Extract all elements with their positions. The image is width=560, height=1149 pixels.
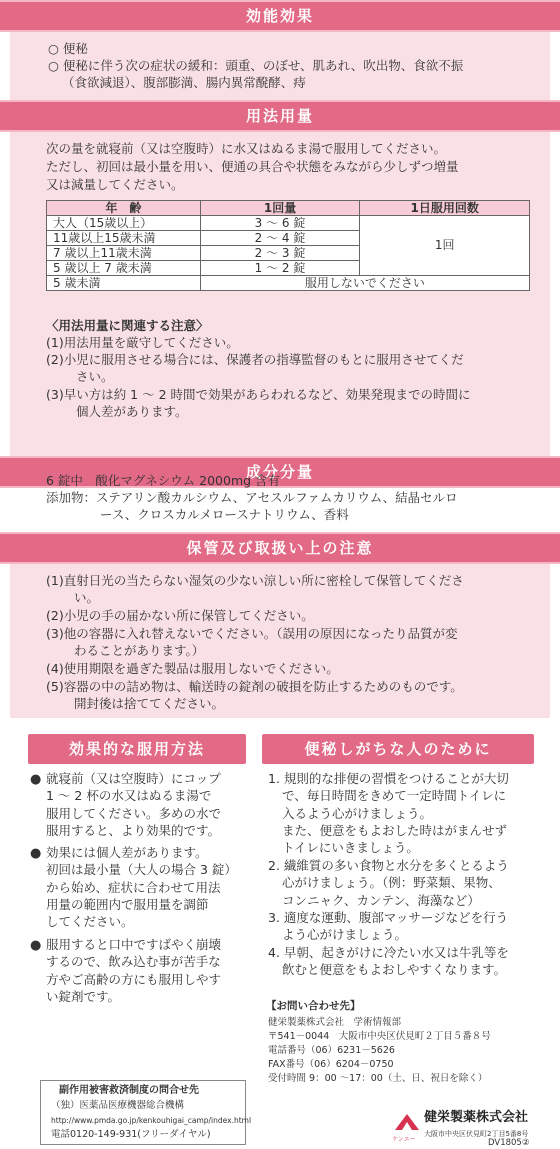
section-header-dosage: 用法用量 xyxy=(0,100,560,132)
effective-use-line: 就寝前（又は空腹時）にコップ xyxy=(46,771,221,786)
tips-line: 心がけましょう。（例：野菜類、果物、 xyxy=(282,875,501,890)
dosage-note: (2)小児に服用させる場合には、保護者の指導監督のもとに服用させてくだ xyxy=(46,352,464,367)
relief-phone: 電話0120-149-931(フリーダイヤル) xyxy=(51,1129,211,1140)
cell-age: 大人（15歳以上） xyxy=(47,216,201,231)
dosage-intro-line: ただし、初回は最小量を用い、便通の具合や状態をみながら少しずつ増量 xyxy=(46,159,459,174)
cell-age: 11歳以上15歳未満 xyxy=(47,231,201,246)
contact-title: 【お問い合わせ先】 xyxy=(266,1000,361,1012)
effective-use-line: するので、飲み込む事が苦手な xyxy=(46,954,221,969)
dosage-panel xyxy=(10,132,550,457)
cell-age: 5 歳未満 xyxy=(47,276,201,291)
efficacy-line: ○ 便秘に伴う次の症状の緩和：頭重、のぼせ、肌あれ、吹出物、食欲不振 xyxy=(48,58,464,73)
tips-line: よう心がけましょう。 xyxy=(282,927,408,942)
cell-times: 1回 xyxy=(360,216,530,276)
section-header-ingredients: 成分分量 xyxy=(0,456,560,488)
bullet-icon: ● xyxy=(30,846,42,861)
efficacy-panel xyxy=(10,32,550,100)
dosage-note: (3)早い方は約 1 ～ 2 時間で効果があらわれるなど、効果発現までの時間に xyxy=(46,387,471,402)
effective-use-header: 効果的な服用方法 xyxy=(28,734,246,764)
storage-panel xyxy=(10,564,550,718)
effective-use-line: 服用すると口中ですばやく崩壊 xyxy=(46,937,222,952)
effective-use-line: 服用してください。多めの水で xyxy=(46,806,222,821)
storage-line: (1)直射日光の当たらない湿気の少ない涼しい所に密栓して保管してくださ xyxy=(46,573,464,588)
tips-line: 4. 早朝、起きがけに冷たい水又は牛乳等を xyxy=(268,945,509,960)
table-row xyxy=(47,216,530,231)
effective-use-line: 用量の範囲内で服用量を調節 xyxy=(46,897,209,912)
section-header-efficacy: 効能効果 xyxy=(0,0,560,32)
contact-line: 健栄製薬株式会社 学術情報部 xyxy=(268,1017,402,1028)
dosage-intro-line: 次の量を就寝前（又は空腹時）に水又はぬるま湯で服用してください。 xyxy=(46,141,447,156)
storage-line: 開封後は捨ててください。 xyxy=(74,696,225,711)
cell-dose: 2 ～ 3 錠 xyxy=(200,246,360,261)
ingredient-line: ース、クロスカルメロースナトリウム、香料 xyxy=(100,507,349,522)
table-row xyxy=(47,276,530,291)
bullet-icon: ● xyxy=(30,938,42,953)
relief-box xyxy=(40,1080,252,1145)
tips-line: で、毎日時間をきめて一定時間トイレに xyxy=(282,788,507,803)
effective-use-line: から始め、症状に合わせて用法 xyxy=(46,880,221,895)
cell-age: 7 歳以上11歳未満 xyxy=(47,246,201,261)
section-header-storage: 保管及び取扱い上の注意 xyxy=(0,532,560,564)
contact-line: 〒541－0044 大阪市中央区伏見町２丁目５番８号 xyxy=(268,1031,491,1042)
storage-line: (2)小児の手の届かない所に保管してください。 xyxy=(46,608,314,623)
header-age: 年 齢 xyxy=(47,201,201,216)
dosage-note: さい。 xyxy=(76,369,114,384)
tips-line: コンニャク、カンテン、海藻など） xyxy=(282,893,480,908)
storage-line: わることがあります。） xyxy=(74,643,205,658)
storage-line: (5)容器の中の詰め物は、輸送時の錠剤の破損を防止するためのものです。 xyxy=(46,679,463,694)
cell-dose: 1 ～ 2 錠 xyxy=(200,261,360,276)
tips-line: トイレにいきましょう。 xyxy=(282,840,419,855)
dosage-intro-line: 又は減量してください。 xyxy=(46,177,184,192)
header-dose: 1回量 xyxy=(200,201,360,216)
tips-line: 2. 繊維質の多い食物と水分を多くとるよう xyxy=(268,858,509,873)
company-logo-icon xyxy=(393,1110,421,1132)
tips-line: 3. 適度な運動、腹部マッサージなどを行う xyxy=(268,910,509,925)
company-name: 健栄製薬株式会社 xyxy=(424,1110,529,1125)
storage-line: (4)使用期限を過ぎた製品は服用しないでください。 xyxy=(46,661,339,676)
cell-dose: 2 ～ 4 錠 xyxy=(200,231,360,246)
tips-line: また、便意をもよおした時はがまんせず xyxy=(282,823,508,838)
storage-line: い。 xyxy=(74,590,100,605)
contact-line: 受付時間 9：00 ～17：00（土、日、祝日を除く） xyxy=(268,1073,488,1084)
dosage-note: 個人差があります。 xyxy=(76,404,188,419)
header-times: 1日服用回数 xyxy=(360,201,530,216)
company-address: 大阪市中央区伏見町2丁目5番8号 xyxy=(424,1130,529,1138)
constipation-tips-header: 便秘しがちな人のために xyxy=(262,734,534,764)
effective-use-line: してください。 xyxy=(46,914,134,929)
dosage-notes-title: 〈用法用量に関連する注意〉 xyxy=(46,318,209,333)
effective-use-line: 服用すると、より効果的です。 xyxy=(46,823,221,838)
contact-line: FAX番号（06）6204－0750 xyxy=(268,1059,394,1070)
ingredient-line: 添加物：ステアリン酸カルシウム、アセスルファムカリウム、結晶セルロ xyxy=(46,490,458,505)
dosage-note: (1)用法用量を厳守してください。 xyxy=(46,335,239,350)
tips-line: 1. 規則的な排便の習慣をつけることが大切 xyxy=(268,771,509,786)
relief-url[interactable]: http://www.pmda.go.jp/kenkouhigai_camp/index.html xyxy=(51,1116,252,1125)
effective-use-line: 方やご高齢の方にも服用しやす xyxy=(46,972,222,987)
company-logo-text: ケンエー xyxy=(392,1136,416,1143)
tips-line: 飲むと便意をもよおしやすくなります。 xyxy=(282,962,507,977)
ingredients-panel xyxy=(10,473,550,536)
efficacy-line: ○ 便秘 xyxy=(48,41,88,56)
storage-line: (3)他の容器に入れ替えないでください。（誤用の原因になったり品質が変 xyxy=(46,626,458,641)
tips-line: 入るよう心がけましょう。 xyxy=(282,806,433,821)
cell-age: 5 歳以上 7 歳未満 xyxy=(47,261,201,276)
efficacy-line: （食欲減退）、腹部膨満、腸内異常醗酵、痔 xyxy=(62,75,306,90)
document-code: DV1805② xyxy=(488,1138,530,1148)
effective-use-line: 初回は最小量（大人の場合 3 錠） xyxy=(46,862,237,877)
effective-use-line: 1 ～ 2 杯の水又はぬるま湯で xyxy=(46,788,212,803)
dosage-table xyxy=(46,200,530,291)
effective-use-line: 効果には個人差があります。 xyxy=(46,845,208,860)
effective-use-line: い錠剤です。 xyxy=(46,989,121,1004)
cell-no-use: 服用しないでください xyxy=(200,276,529,291)
ingredient-line: 6 錠中 酸化マグネシウム 2000mg 含有 xyxy=(46,473,281,488)
dosage-table-header-row xyxy=(47,201,530,216)
relief-line: （独）医薬品医療機器総合機構 xyxy=(51,1100,185,1111)
contact-line: 電話番号（06）6231－5626 xyxy=(268,1045,395,1056)
cell-dose: 3 ～ 6 錠 xyxy=(200,216,360,231)
relief-title: 副作用被害救済制度の問合せ先 xyxy=(59,1085,199,1096)
bullet-icon: ● xyxy=(30,772,42,787)
